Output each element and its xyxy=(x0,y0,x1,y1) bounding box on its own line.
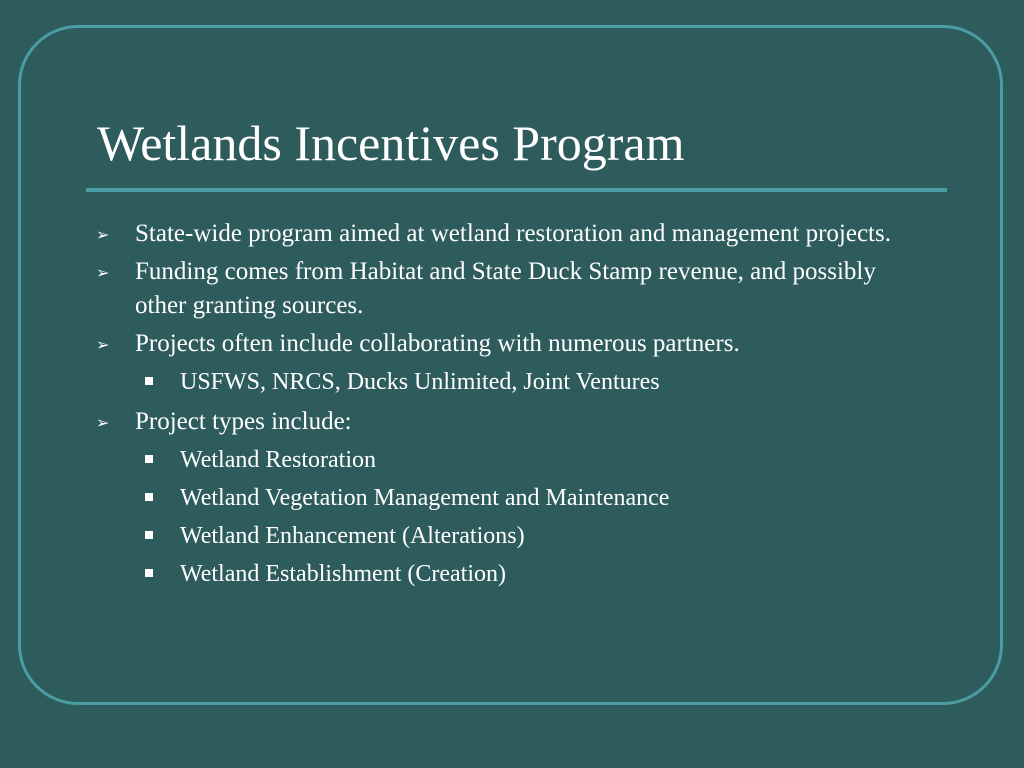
sub-bullet-item xyxy=(135,441,924,479)
sub-bullet-list xyxy=(135,363,924,401)
sub-bullet-text: Wetland Restoration xyxy=(180,447,377,473)
square-bullet-icon xyxy=(145,455,153,463)
arrowhead-bullet-icon: ➢ xyxy=(96,413,110,432)
arrowhead-bullet-icon: ➢ xyxy=(96,335,110,354)
bullet-text: Projects often include collaborating with numerous partners. xyxy=(135,330,740,357)
bullet-text: Project types include: xyxy=(135,408,352,435)
arrowhead-bullet-icon: ➢ xyxy=(96,263,110,282)
bullet-text: State-wide program aimed at wetland restoration and management projects. xyxy=(135,220,891,247)
bullet-text: Funding comes from Habitat and State Duck Stamp revenue, and possibly other granting sources. xyxy=(135,258,876,319)
slide-content xyxy=(94,217,924,597)
sub-bullet-item xyxy=(135,363,924,401)
arrowhead-bullet-icon: ➢ xyxy=(96,225,110,244)
sub-bullet-item xyxy=(135,555,924,593)
bullet-list xyxy=(94,217,924,593)
square-bullet-icon xyxy=(145,531,153,539)
sub-bullet-text: Wetland Establishment (Creation) xyxy=(180,561,506,587)
sub-bullet-item xyxy=(135,479,924,517)
bullet-item xyxy=(94,405,924,593)
sub-bullet-list xyxy=(135,441,924,593)
square-bullet-icon xyxy=(145,493,153,501)
sub-bullet-text: Wetland Vegetation Management and Maintenance xyxy=(180,485,670,511)
sub-bullet-item xyxy=(135,517,924,555)
bullet-item xyxy=(94,255,924,323)
title-divider xyxy=(86,188,947,192)
square-bullet-icon xyxy=(145,569,153,577)
square-bullet-icon xyxy=(145,377,153,385)
sub-bullet-text: USFWS, NRCS, Ducks Unlimited, Joint Ventures xyxy=(180,369,660,395)
bullet-item xyxy=(94,217,924,251)
slide-title: Wetlands Incentives Program xyxy=(97,115,685,171)
sub-bullet-text: Wetland Enhancement (Alterations) xyxy=(180,523,525,549)
bullet-item xyxy=(94,327,924,401)
